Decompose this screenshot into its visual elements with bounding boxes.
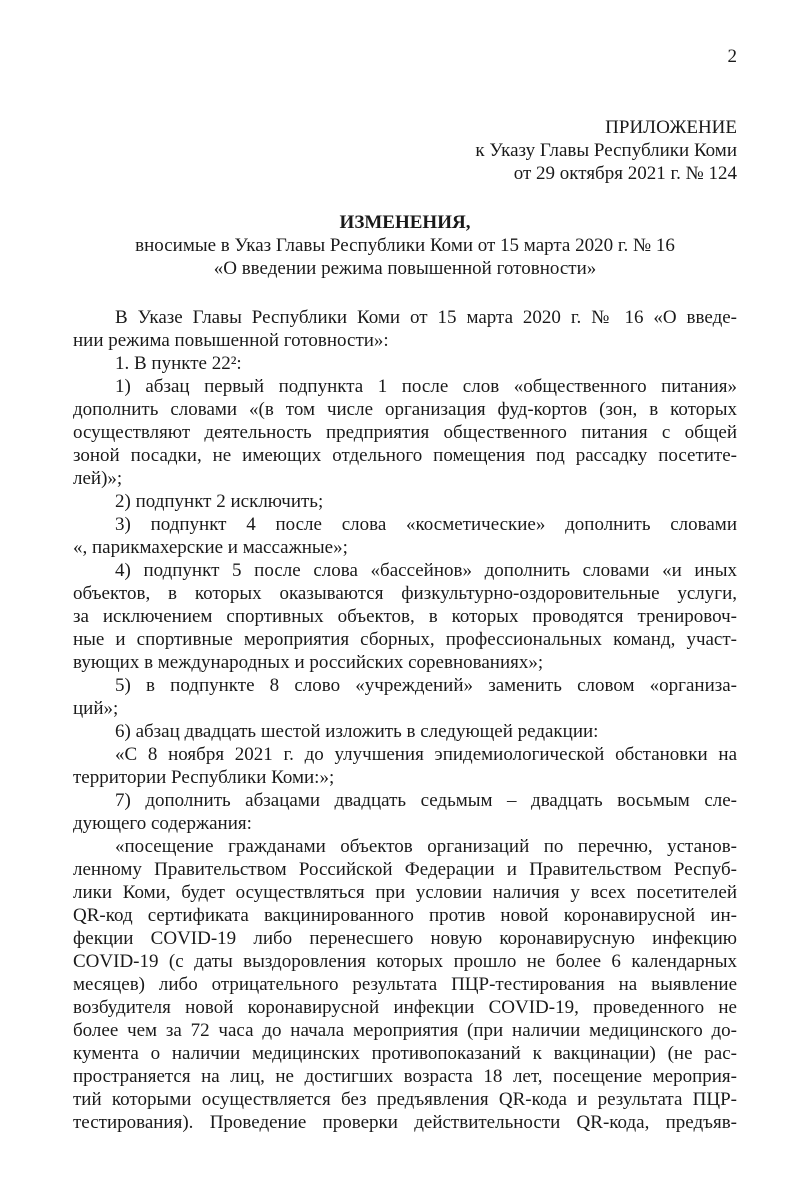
- body-line: 2) подпункт 2 исключить;: [115, 491, 324, 512]
- body-line: 1) абзац первый подпункта 1 после слов «общественного питания»: [115, 376, 737, 397]
- appendix-line: к Указу Главы Республики Коми: [475, 140, 737, 161]
- body-line: месяцев) либо отрицательного результата ПЦР-тестирования на выявление: [73, 974, 737, 995]
- body-line: ций»;: [73, 698, 119, 719]
- body-line: дующего содержания:: [73, 813, 252, 834]
- body-line: зоной посадки, не имеющих отдельного помещения под рассадку посетите-: [73, 445, 737, 466]
- body-line: «посещение гражданами объектов организаций по перечню, установ-: [115, 836, 737, 857]
- body-line: территории Республики Коми:»;: [73, 767, 335, 788]
- body-line: лей)»;: [73, 468, 123, 489]
- document-subtitle-line: вносимые в Указ Главы Республики Коми от 15 марта 2020 г. № 16: [135, 235, 675, 256]
- body-line: тестирования). Проведение проверки действительности QR-кода, предъяв-: [73, 1112, 737, 1133]
- body-line: кумента о наличии медицинских противопоказаний к вакцинации) (не рас-: [73, 1043, 737, 1064]
- title-block: [73, 211, 737, 280]
- body-line: COVID-19 (с даты выздоровления которых прошло не более 6 календарных: [73, 951, 737, 972]
- body-line: фекции COVID-19 либо перенесшего новую коронавирусную инфекцию: [73, 928, 737, 949]
- body-line: ные и спортивные мероприятия сборных, профессиональных команд, участ-: [73, 629, 737, 650]
- body-line: вующих в международных и российских соревнованиях»;: [73, 652, 544, 673]
- body-line: пространяется на лиц, не достигших возраста 18 лет, посещение мероприя-: [73, 1066, 737, 1087]
- appendix-line: от 29 октября 2021 г. № 124: [513, 163, 737, 184]
- body-line: QR-код сертификата вакцинированного против новой коронавирусной ин-: [73, 905, 737, 926]
- appendix-line: ПРИЛОЖЕНИЕ: [605, 117, 737, 138]
- body-line: ленному Правительством Российской Федерации и Правительством Респуб-: [73, 859, 737, 880]
- body-line: за исключением спортивных объектов, в которых проводятся тренировоч-: [73, 606, 737, 627]
- body-line: 4) подпункт 5 после слова «бассейнов» дополнить словами «и иных: [115, 560, 737, 581]
- body-line: 7) дополнить абзацами двадцать седьмым – двадцать восьмым сле-: [115, 790, 737, 811]
- document-title: ИЗМЕНЕНИЯ,: [339, 212, 471, 233]
- body-line: В Указе Главы Республики Коми от 15 марта 2020 г. № 16 «О введе-: [115, 307, 737, 328]
- document-body: [73, 306, 737, 1134]
- body-line: 5) в подпункте 8 слово «учреждений» заменить словом «организа-: [115, 675, 737, 696]
- body-line: тий которыми осуществляется без предъявления QR-кода и результата ПЦР-: [73, 1089, 737, 1110]
- body-line: «, парикмахерские и массажные»;: [73, 537, 348, 558]
- appendix-block: [73, 116, 737, 185]
- body-line: дополнить словами «(в том числе организация фуд-кортов (зон, в которых: [73, 399, 737, 420]
- document-subtitle-line: «О введении режима повышенной готовности»: [213, 258, 597, 279]
- body-line: возбудителя новой коронавирусной инфекции COVID-19, проведенного не: [73, 997, 737, 1018]
- body-line: нии режима повышенной готовности»:: [73, 330, 389, 351]
- body-line: 6) абзац двадцать шестой изложить в следующей редакции:: [115, 721, 599, 742]
- page-number: 2: [727, 46, 737, 67]
- body-line: осуществляют деятельность предприятия общественного питания с общей: [73, 422, 737, 443]
- body-line: более чем за 72 часа до начала мероприятия (при наличии медицинского до-: [73, 1020, 737, 1041]
- body-line: лики Коми, будет осуществляться при условии наличия у всех посетителей: [73, 882, 737, 903]
- body-line: «С 8 ноября 2021 г. до улучшения эпидемиологической обстановки на: [115, 744, 737, 765]
- body-line: объектов, в которых оказываются физкультурно-оздоровительные услуги,: [73, 583, 737, 604]
- body-line: 1. В пункте 22²:: [115, 353, 242, 374]
- body-line: 3) подпункт 4 после слова «косметические» дополнить словами: [115, 514, 737, 535]
